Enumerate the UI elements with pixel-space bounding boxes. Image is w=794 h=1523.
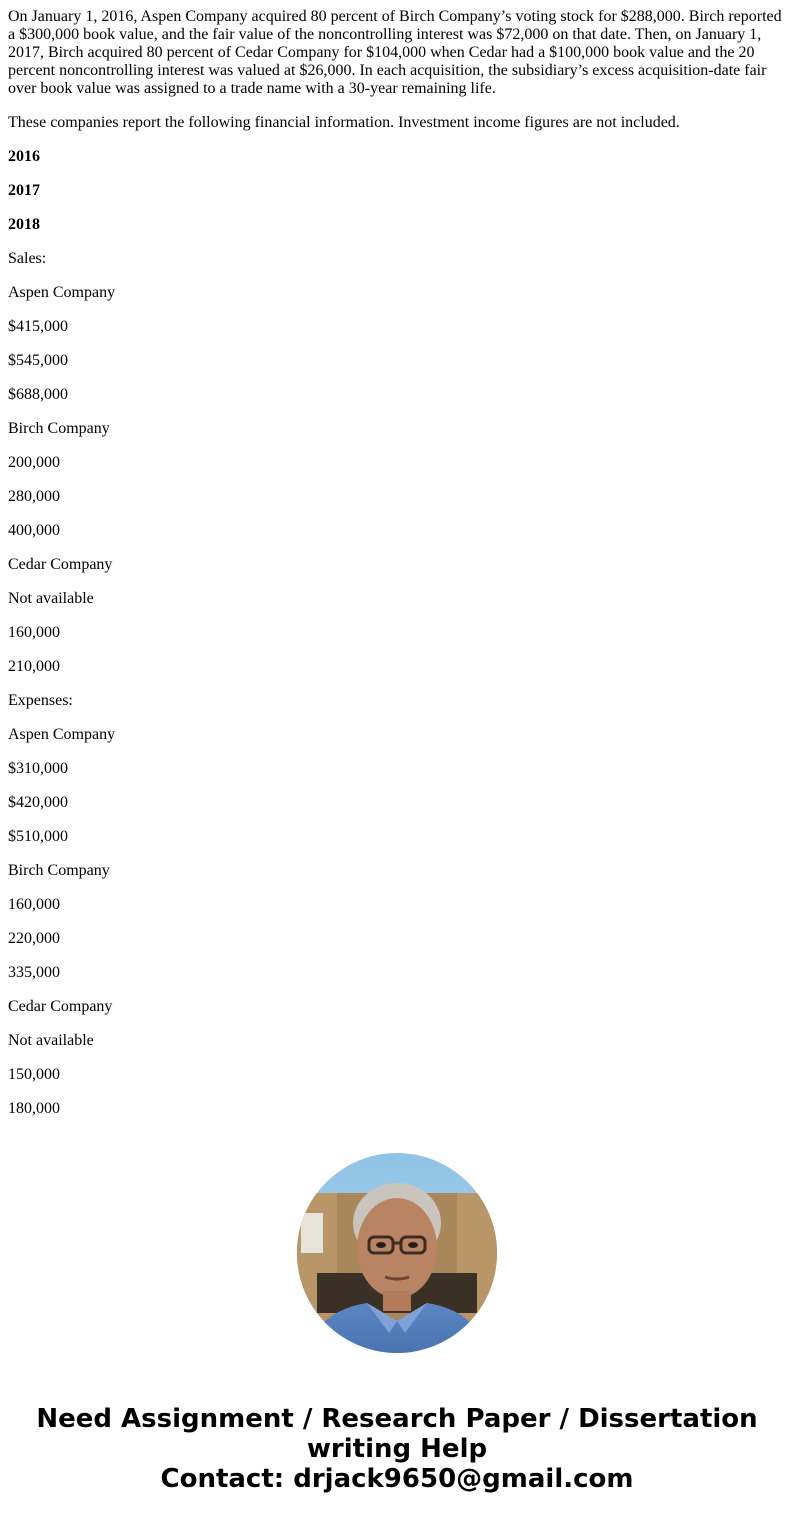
table-cell: Not available — [8, 1032, 94, 1049]
table-cell: $420,000 — [8, 794, 68, 811]
company-label: Cedar Company — [8, 998, 113, 1015]
company-label: Birch Company — [8, 420, 110, 437]
footer-line: Need Assignment / Research Paper / Dissertation — [36, 1404, 758, 1434]
problem-note: These companies report the following financial information. Investment income figures are not included. — [8, 114, 680, 131]
table-cell: 400,000 — [8, 522, 60, 539]
table-cell: 180,000 — [8, 1100, 60, 1117]
table-cell: 280,000 — [8, 488, 60, 505]
table-cell: 160,000 — [8, 896, 60, 913]
table-cell: $545,000 — [8, 352, 68, 369]
table-cell: 150,000 — [8, 1066, 60, 1083]
table-cell: $415,000 — [8, 318, 68, 335]
table-cell: 160,000 — [8, 624, 60, 641]
section-label-expenses: Expenses: — [8, 692, 73, 709]
tutor-portrait-image — [297, 1153, 497, 1353]
company-label: Aspen Company — [8, 726, 116, 743]
table-cell: 335,000 — [8, 964, 60, 981]
footer-line: writing Help — [306, 1434, 488, 1464]
problem-intro: On January 1, 2016, Aspen Company acquired 80 percent of Birch Company’s voting stock for $288,000. Birch reported a $300,000 book value, and the fair value of the noncontrolling interest was $72,000 on that date. Then, on January 1, 2017, Birch acquired 80 percent of Cedar Company for $104,000 when Cedar had a $100,000 book value and the 20 percent noncontrolling interest was valued at $26,000. In each acquisition, the subsidiary’s excess acquisition-date fair over book value was assigned to a trade name with a 30-year remaining life. — [8, 8, 782, 97]
company-label: Aspen Company — [8, 284, 116, 301]
table-cell: Not available — [8, 590, 94, 607]
table-cell: 200,000 — [8, 454, 60, 471]
table-cell: $688,000 — [8, 386, 68, 403]
company-label: Cedar Company — [8, 556, 113, 573]
footer-banner — [0, 1404, 794, 1494]
tutor-avatar — [297, 1153, 497, 1353]
table-cell: $310,000 — [8, 760, 68, 777]
year-header: 2016 — [8, 148, 40, 165]
year-header: 2018 — [8, 216, 40, 233]
table-cell: 220,000 — [8, 930, 60, 947]
year-header: 2017 — [8, 182, 40, 199]
problem-content — [8, 8, 786, 1134]
table-cell: $510,000 — [8, 828, 68, 845]
footer-contact: Contact: drjack9650@gmail.com — [160, 1464, 634, 1494]
table-cell: 210,000 — [8, 658, 60, 675]
company-label: Birch Company — [8, 862, 110, 879]
section-label-sales: Sales: — [8, 250, 47, 267]
